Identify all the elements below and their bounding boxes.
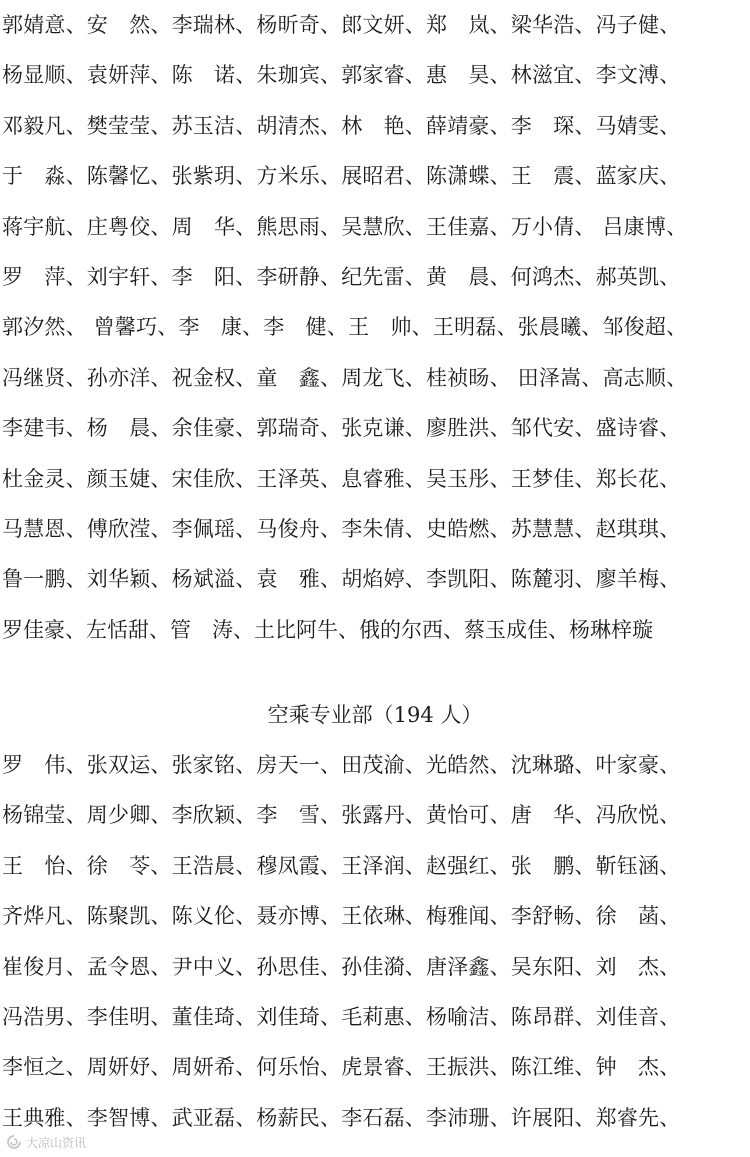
name-list-line: 杨锦莹、周少卿、李欣颖、李 雪、张露丹、黄怡可、唐 华、冯欣悦、 bbox=[2, 803, 681, 828]
name-list-line: 蒋宇航、庄粤佼、周 华、熊思雨、吴慧欣、王佳嘉、万小倩、 吕康博、 bbox=[2, 214, 688, 239]
name-list-line: 杜金灵、颜玉婕、宋佳欣、王泽英、息睿雅、吴玉彤、王梦佳、郑长花、 bbox=[2, 466, 681, 491]
name-list-line: 王 怡、徐 苓、王浩晨、穆凤霞、王泽润、赵强红、张 鹏、靳钰涵、 bbox=[2, 853, 681, 878]
name-list-line: 李建韦、杨 晨、余佳豪、郭瑞奇、张克谦、廖胜洪、邹代安、盛诗睿、 bbox=[2, 416, 681, 441]
name-list-line: 王典雅、李智博、武亚磊、杨薪民、李石磊、李沛珊、许展阳、郑睿先、 bbox=[2, 1105, 681, 1130]
name-list-line: 鲁一鹏、刘华颖、杨斌溢、袁 雅、胡焰婷、李凯阳、陈麓羽、廖羊梅、 bbox=[2, 567, 681, 592]
name-list-line: 马慧恩、傅欣滢、李佩瑶、马俊舟、李朱倩、史皓燃、苏慧慧、赵琪琪、 bbox=[2, 516, 681, 541]
watermark-text: 大凉山资讯 bbox=[26, 1135, 87, 1150]
name-list-line: 冯继贤、孙亦洋、祝金权、童 鑫、周龙飞、桂祯旸、 田泽嵩、高志顺、 bbox=[2, 365, 688, 390]
watermark bbox=[6, 1132, 86, 1152]
name-list-line: 郭汐然、 曾馨巧、李 康、李 健、王 帅、王明磊、张晨曦、邹俊超、 bbox=[2, 315, 688, 340]
name-list-line: 于 淼、陈馨忆、张紫玥、方米乐、展昭君、陈潇蝶、王 震、蓝家庆、 bbox=[2, 164, 681, 189]
name-list-line: 罗 伟、张双运、张家铭、房天一、田茂渝、光皓然、沈琳璐、叶家豪、 bbox=[2, 753, 681, 777]
name-list-line: 齐烨凡、陈聚凯、陈义伦、聂亦博、王依琳、梅雅闻、李舒畅、徐 菡、 bbox=[2, 904, 681, 929]
name-list-line: 罗佳豪、左恬甜、管 涛、土比阿牛、俄的尔西、蔡玉成佳、杨琳梓璇 bbox=[2, 617, 653, 642]
name-list-line: 冯浩男、李佳明、董佳琦、刘佳琦、毛莉惠、杨喻洁、陈昂群、刘佳音、 bbox=[2, 1004, 681, 1029]
swirl-logo-icon bbox=[6, 1134, 22, 1150]
name-list-section-b bbox=[0, 740, 750, 1143]
name-list-line: 邓毅凡、樊莹莹、苏玉洁、胡清杰、林 艳、薛靖豪、李 琛、马婧雯、 bbox=[2, 113, 681, 138]
name-list-line: 杨显顺、袁妍萍、陈 诺、朱珈宾、郭家睿、惠 昊、林滋宜、李文溥、 bbox=[2, 63, 681, 88]
name-list-line: 罗 萍、刘宇轩、李 阳、李研静、纪先雷、黄 晨、何鸿杰、郝英凯、 bbox=[2, 264, 681, 289]
section-heading: 空乘专业部（194 人） bbox=[267, 703, 483, 727]
name-list-line: 郭婧意、安 然、李瑞林、杨昕奇、郎文妍、郑 岚、梁华浩、冯子健、 bbox=[2, 13, 681, 37]
name-list-line: 崔俊月、孟令恩、尹中义、孙思佳、孙佳漪、唐泽鑫、吴东阳、刘 杰、 bbox=[2, 954, 681, 979]
name-list-line: 李恒之、周妍妤、周妍希、何乐怡、虎景睿、王振洪、陈江维、钟 杰、 bbox=[2, 1055, 681, 1080]
